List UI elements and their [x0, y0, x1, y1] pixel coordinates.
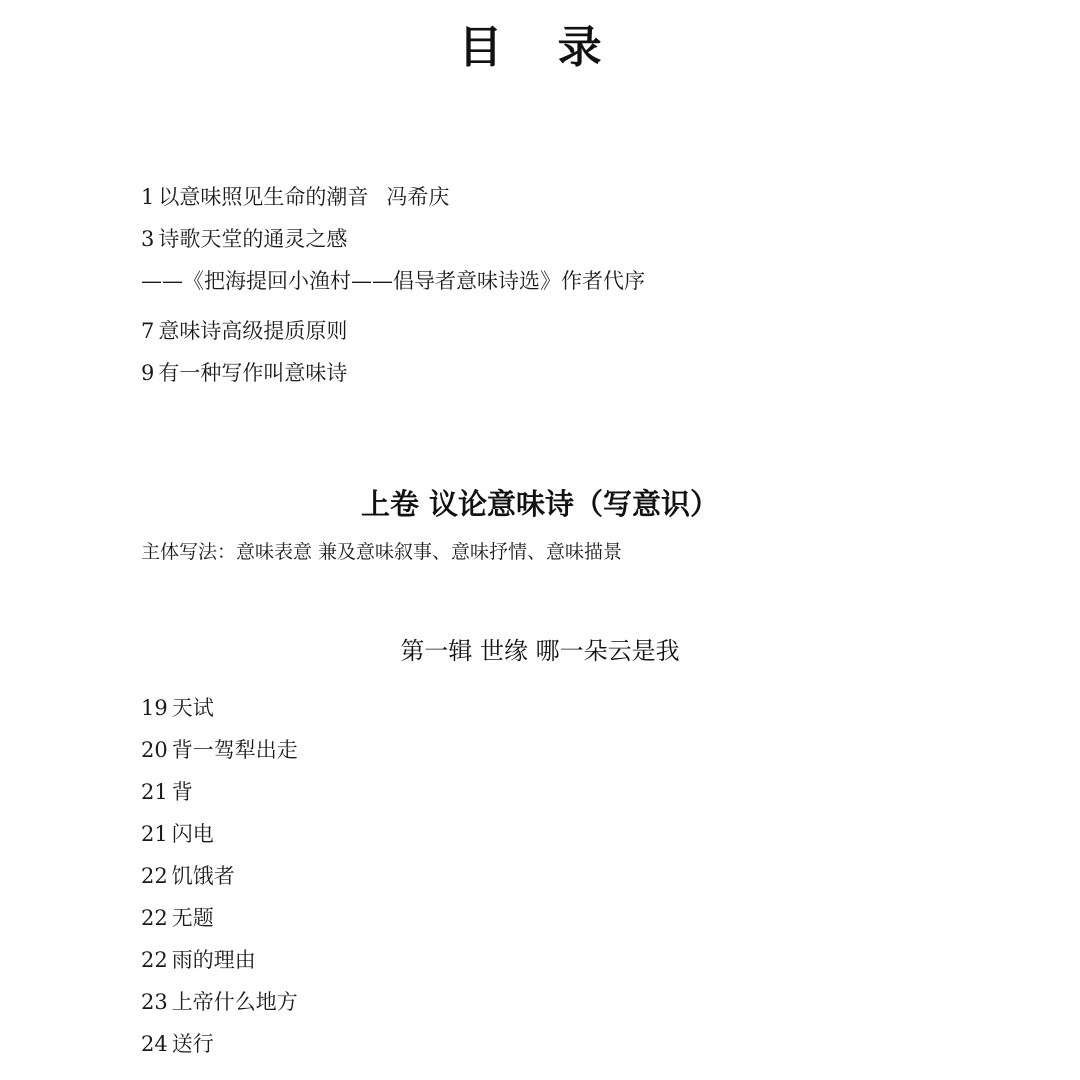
- entry-title: 有一种写作叫意味诗: [158, 361, 348, 385]
- entry-page-number: 19: [141, 696, 168, 720]
- toc-entry[interactable]: [141, 861, 235, 891]
- entry-subtitle-text: ——《把海提回小渔村——倡导者意味诗选》作者代序: [141, 269, 645, 293]
- volume-title: 上卷 议论意味诗（写意识）: [360, 487, 720, 521]
- page-title: 目 录: [458, 22, 622, 73]
- entry-title: 背一驾犁出走: [171, 738, 298, 762]
- entry-page-number: 24: [141, 1032, 168, 1056]
- entry-title: 送行: [171, 1032, 214, 1056]
- entry-title: 上帝什么地方: [171, 990, 298, 1014]
- entry-page-number: 20: [141, 738, 168, 762]
- toc-entry-subtitle: [141, 266, 645, 296]
- entry-author: 冯希庆: [386, 185, 450, 209]
- entry-title: 诗歌天堂的通灵之感: [158, 227, 348, 251]
- entry-title: 饥饿者: [171, 864, 235, 888]
- entry-title: 天试: [171, 696, 214, 720]
- entry-title: 雨的理由: [171, 948, 256, 972]
- toc-entry[interactable]: [141, 777, 193, 807]
- section-title: 第一辑 世缘 哪一朵云是我: [400, 637, 680, 665]
- toc-entry[interactable]: [141, 819, 214, 849]
- entry-page-number: 21: [141, 780, 168, 804]
- toc-entry[interactable]: [141, 735, 298, 765]
- toc-entry[interactable]: [141, 182, 449, 212]
- entry-page-number: 22: [141, 864, 168, 888]
- entry-title: 以意味照见生命的潮音: [158, 185, 369, 209]
- entry-page-number: 7: [141, 319, 155, 343]
- entry-page-number: 21: [141, 822, 168, 846]
- entry-page-number: 23: [141, 990, 168, 1014]
- entry-title: 无题: [171, 906, 214, 930]
- toc-entry[interactable]: [141, 903, 214, 933]
- entry-title: 背: [171, 780, 193, 804]
- toc-entry[interactable]: [141, 693, 214, 723]
- entry-page-number: 9: [141, 361, 155, 385]
- entry-page-number: 1: [141, 185, 155, 209]
- toc-entry[interactable]: [141, 316, 347, 346]
- toc-entry[interactable]: [141, 945, 256, 975]
- toc-entry[interactable]: [141, 987, 298, 1017]
- entry-page-number: 22: [141, 906, 168, 930]
- toc-entry[interactable]: [141, 1029, 214, 1059]
- toc-entry[interactable]: [141, 224, 347, 254]
- toc-entry[interactable]: [141, 358, 347, 388]
- entry-page-number: 3: [141, 227, 155, 251]
- entry-title: 意味诗高级提质原则: [158, 319, 348, 343]
- volume-subtitle: 主体写法：意味表意 兼及意味叙事、意味抒情、意味描景: [141, 541, 623, 563]
- entry-title: 闪电: [171, 822, 214, 846]
- entry-page-number: 22: [141, 948, 168, 972]
